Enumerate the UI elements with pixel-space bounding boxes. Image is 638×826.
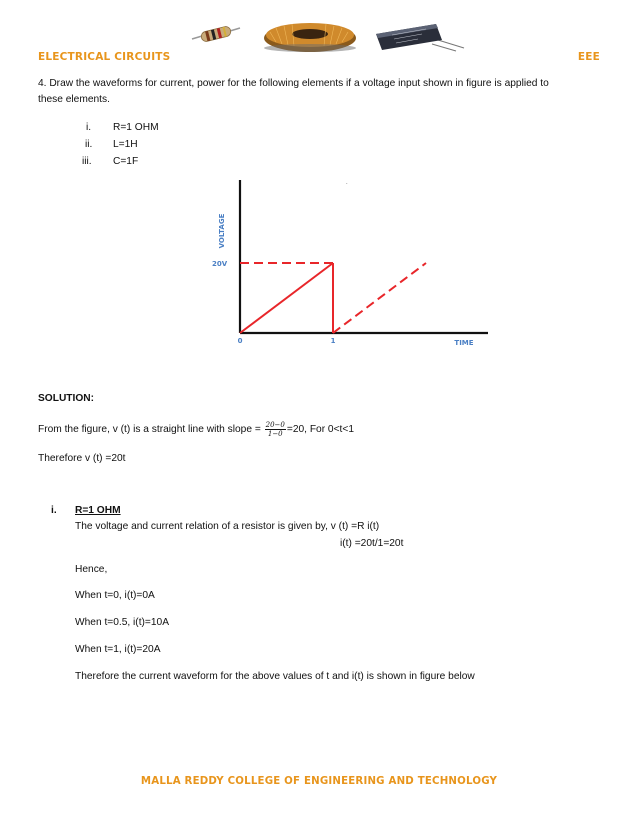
part-title: R=1 OHM (75, 505, 121, 516)
value-line: When t=1, i(t)=20A (75, 644, 161, 655)
resistor-image (190, 22, 242, 48)
list-item-number: i. (86, 122, 92, 133)
list-item-number: iii. (82, 156, 92, 167)
x-tick-label: 0 (237, 337, 243, 345)
part-number: i. (51, 505, 57, 516)
stray-mark: . (346, 180, 348, 186)
footer-college-name: MALLA REDDY COLLEGE OF ENGINEERING AND TECHNOLOGY (140, 776, 498, 787)
x-tick-label: 1 (330, 337, 336, 345)
slope-sentence (38, 421, 354, 438)
y-tick-label: 20V (212, 260, 228, 268)
solution-heading: SOLUTION: (38, 393, 95, 404)
voltage-series-segment-3 (333, 263, 426, 333)
fraction-denominator: 1−0 (267, 430, 283, 438)
value-line: When t=0.5, i(t)=10A (75, 617, 170, 628)
list-item-number: ii. (85, 139, 93, 150)
slope-text-end: =20, For 0<t<1 (286, 424, 354, 436)
question-line-1: 4. Draw the waveforms for current, power for the following elements if a voltage input shown in figure is applied to (38, 78, 549, 89)
voltage-series-segment-1 (240, 263, 333, 333)
voltage-equation: Therefore v (t) =20t (38, 453, 126, 464)
value-line: When t=0, i(t)=0A (75, 590, 155, 601)
current-equation: i(t) =20t/1=20t (340, 538, 404, 549)
slope-text-start: From the figure, v (t) is a straight line with slope = (38, 424, 264, 436)
conclusion-text: Therefore the current waveform for the above values of t and i(t) is shown in figure below (75, 671, 475, 682)
list-item-text: R=1 OHM (113, 122, 159, 133)
list-item-text: C=1F (113, 156, 139, 167)
list-item-text: L=1H (113, 139, 138, 150)
header-branch: EEE (577, 51, 600, 63)
hence-text: Hence, (75, 564, 108, 575)
y-axis-label: VOLTAGE (218, 213, 226, 249)
question-line-2: these elements. (38, 94, 110, 105)
resistor-relation: The voltage and current relation of a resistor is given by, v (t) =R i(t) (75, 521, 380, 532)
x-axis-label: TIME (454, 339, 474, 347)
header-title: ELECTRICAL CIRCUITS (38, 51, 171, 63)
voltage-waveform-chart (200, 175, 500, 355)
fraction-numerator: 20−0 (265, 421, 285, 429)
slope-fraction (265, 421, 286, 438)
toroid-inductor-image (256, 18, 364, 54)
capacitor-image (372, 20, 468, 52)
